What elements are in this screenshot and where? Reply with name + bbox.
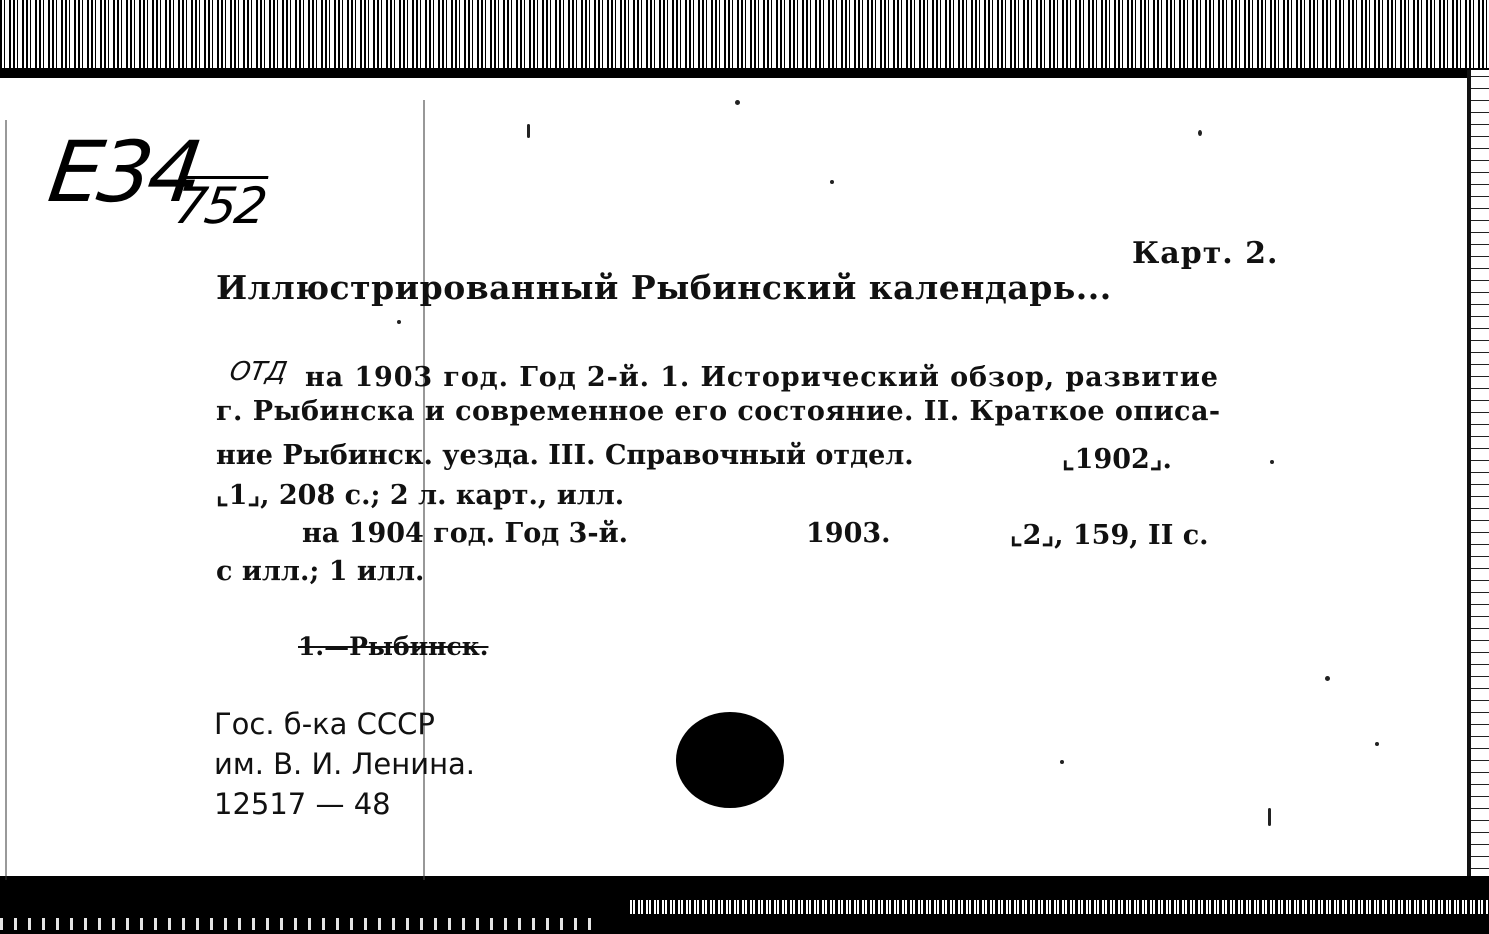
entry2-line2: с илл.; 1 илл. xyxy=(216,556,425,587)
scan-left-line xyxy=(5,120,7,880)
card-number: Карт. 2. xyxy=(1132,236,1279,271)
shelf-mark-main: Е34 xyxy=(43,123,205,221)
dust-speck xyxy=(830,180,834,184)
scan-right-edge xyxy=(1467,70,1489,890)
dust-speck xyxy=(1198,130,1202,136)
dust-speck xyxy=(735,100,740,105)
entry1-line2: г. Рыбинска и современное его состояние. II. Краткое описа- xyxy=(216,396,1221,427)
footer-library-named: им. В. И. Ленина. xyxy=(214,747,476,781)
handwritten-note: ОТД xyxy=(227,357,290,387)
library-footer xyxy=(214,704,475,824)
shelf-mark xyxy=(43,123,269,235)
scan-bottom-stripe xyxy=(0,918,600,930)
scan-top-gap xyxy=(0,78,1489,92)
subject-heading: 1.—Рыбинск. xyxy=(298,632,489,661)
entry1-date: ⌞1902⌟. xyxy=(1062,444,1172,475)
entry2-pages: ⌞2⌟, 159, II с. xyxy=(1010,520,1209,551)
card-title: Иллюстрированный Рыбинский календарь... xyxy=(216,268,1112,307)
entry2-year: 1903. xyxy=(806,518,891,549)
dust-speck xyxy=(397,320,401,324)
entry2-line1: на 1904 год. Год 3-й. xyxy=(302,518,629,549)
footer-print-number: 12517 — 48 xyxy=(214,787,391,821)
dust-speck xyxy=(1060,760,1064,764)
dust-speck xyxy=(527,124,530,138)
dust-speck xyxy=(1270,460,1274,464)
entry1-line4: ⌞1⌟, 208 с.; 2 л. карт., илл. xyxy=(216,480,625,511)
footer-library-name: Гос. б-ка СССР xyxy=(214,707,435,741)
scan-top-edge xyxy=(0,0,1489,78)
shelf-mark-sub: 752 xyxy=(171,177,269,235)
dust-speck xyxy=(1375,742,1379,746)
dust-speck xyxy=(1268,808,1271,826)
entry1-line1: на 1903 год. Год 2-й. 1. Исторический обзор, развитие xyxy=(305,362,1219,393)
punch-hole xyxy=(676,712,784,808)
dust-speck xyxy=(1325,676,1330,681)
entry1-line3: ние Рыбинск. уезда. III. Справочный отдел. xyxy=(216,440,914,471)
